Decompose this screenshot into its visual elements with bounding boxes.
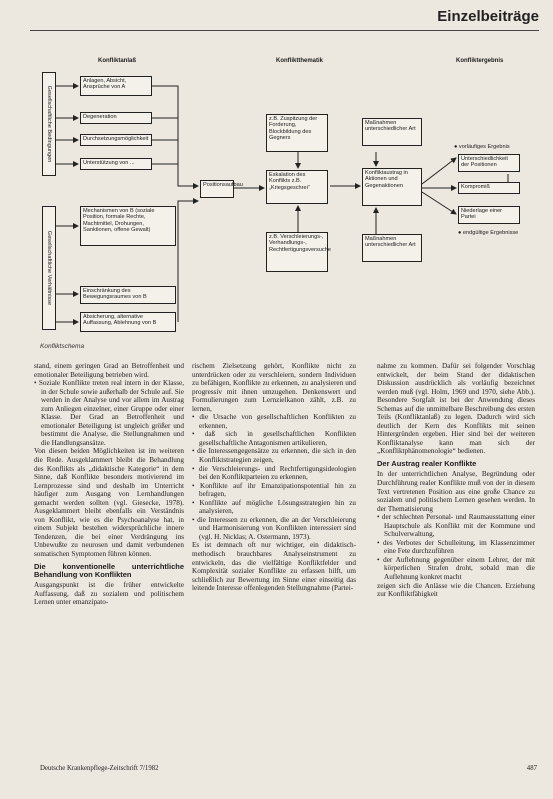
bullet-item: • des Verbotes der Schulleitung, im Klassenzimmer eine Fete durchzuführen <box>377 538 535 556</box>
heading-konfliktthematik: Konfliktthematik <box>276 58 324 64</box>
paragraph: Ausgangspunkt ist die früher entwickelte Auffassung, daß zu sozialem und politischem Lernen unter emanzipato- <box>34 581 184 607</box>
middle-box-top: z.B. Zuspitzung der Forderung, Blockbildung des Gegners <box>266 114 328 152</box>
conflict-diagram <box>38 56 536 333</box>
paragraph: Es ist demnach oft nur wichtiger, ein didaktisch-methodisch brauchbares Analyseinstrument zu entwickeln, das die vielfältige Konfliktfelder und Komplexität sozialer Konflikte zu erfassen hilft, um schließlich zur Bewertung im Sinne einer einseitig das leitende Interesse offenlegenden Stellungnahme (Partei- <box>192 541 356 593</box>
paragraph: stand, einem geringen Grad an Betroffenheit und emotionaler Beteiligung betrieben wird. <box>34 362 184 379</box>
left-box-6: Einschränkung des Bewegungsraumes von B <box>80 286 176 304</box>
left-box-3: Durchsetzungsmöglichkeit <box>80 134 152 146</box>
bullet-item: • Soziale Konflikte treten real intern in der Klasse, in der Schule sowie außerhalb der Schule auf. Sie werden in der Analyse und vor allem im Austrag zum Anliegen einzelner, einer Gruppe oder einer Klasse. Der Grad an Betroffenheit und emotionaler Beteiligung ist ungleich größer und bestimmt die Analyse, die Stellungnahmen und die Handlungsansätze. <box>34 379 184 447</box>
heading-konfliktanlass: Konfliktanlaß <box>98 58 137 64</box>
bullet-item: • der Auflehnung gegenüber einem Lehrer, der mit körperlichen Strafen droht, sobald man die Auflehnung konkret macht <box>377 555 535 581</box>
left-box-5: Mechanismen von B (soziale Position, formale Rechte, Machtmittel, Drohungen, Sanktionen, offene Gewalt) <box>80 206 176 246</box>
left-box-7: Absicherung, alternative Auffassung, Ablehnung von B <box>80 312 176 332</box>
text-column-3 <box>377 362 535 599</box>
bullet-item: • Konflikte auf ihr Emanzipationspotential hin zu befragen, <box>192 481 356 499</box>
text-column-2 <box>192 362 356 593</box>
text-column-1 <box>34 362 184 607</box>
result-note-top: ● vorläufiges Ergebnis <box>454 144 510 150</box>
figure-caption: Konfliktschema <box>40 343 85 350</box>
positionsaufbau-box: Positionsaufbau <box>200 180 234 198</box>
footer-journal: Deutsche Krankenpflege-Zeitschrift 7/1982 <box>40 765 159 772</box>
bullet-item: • die Interessengegensätze zu erkennen, die sich in den Konfliktstrategien zeigen, <box>192 447 356 465</box>
header-rule <box>30 30 539 31</box>
bullet-item: • die Interessen zu erkennen, die an der Verschleierung und Harmonisierung von Konflikten interessiert sind (vgl. H. Nicklas; A. Ostermann, 1973). <box>192 515 356 541</box>
result-box-1: Unterschiedlichkeit der Positionen <box>458 154 520 172</box>
heading-konfliktergebnis: Konfliktergebnis <box>456 58 504 64</box>
result-box-2: Kompromiß <box>458 182 520 194</box>
right-box-bottom: Maßnahmen unterschiedlicher Art <box>362 234 422 262</box>
bullet-item: • Konflikte auf mögliche Lösungsstrategien hin zu analysieren, <box>192 498 356 516</box>
section-heading: Die konventionelle unterrichtliche Behandlung von Konflikten <box>34 561 184 579</box>
result-box-3: Niederlage einer Partei <box>458 206 520 224</box>
result-note-bottom: ● endgültige Ergebnisse <box>458 230 519 236</box>
right-box-center: Konfliktaustrag in Aktionen und Gegenaktionen <box>362 168 422 206</box>
bullet-item: • die Verschleierungs- und Rechtfertigungsideologien bei den Konfliktparteien zu erkennen, <box>192 464 356 482</box>
right-box-top: Maßnahmen unterschiedlicher Art <box>362 118 422 146</box>
vertical-box-top: Gesellschaftliche Bedingungen <box>42 72 56 176</box>
bullet-item: • der schlechten Personal- und Raumausstattung einer Hauptschule als Konflikt mit der Kommune und Schulverwaltung, <box>377 513 535 539</box>
section-title: Einzelbeiträge <box>437 8 539 25</box>
paragraph: nahme zu kommen. Dafür sei folgender Vorschlag entwickelt, der beim Stand der didaktischen Diskussion ausdrücklich als vorläufig bezeichnet werden muß (vgl. Holm, 1969 und 1970, siehe Abb.). Besondere Sorgfalt ist bei der Anwendung dieses Schemas auf die unmittelbare Beschreibung des ersten Teils (Konfliktanlaß) zu legen. Dadurch wird sich deutlich der Kern des Konflikts mit seinen Hintergründen ergeben. Hier sind bei der weiteren Konfliktanalyse kann man sich der „Konfliktphänomenologie“ bedienen. <box>377 362 535 456</box>
page-number: 487 <box>526 765 537 772</box>
left-box-2: Degeneration <box>80 112 152 124</box>
section-heading: Der Austrag realer Konflikte <box>377 459 477 469</box>
paragraph: Von diesen beiden Möglichkeiten ist im weiteren die Rede. Ausgeklammert bleibt die Behandlung des Konflikts als „didaktische Kategorie“ in dem Sinne, daß Konflikte besonders motivierend im Lernprozesse sind und deshalb im Unterricht häufiger zum Ausgang von Lernhandlungen gemacht werden sollten (vgl. Giesecke, 1978). Ausgeklammert bleibt ebenfalls ein Verständnis von Konflikt, wie es die Psychoanalyse hat, in einem Subjekt bestehen widersprüchliche innere Tendenzen, die bei einer Verdrängung ins Unbewußte zu neurosen und damit verbundenen somatischen Symptomen führen können. <box>34 447 184 559</box>
middle-box-bottom: z.B. Verschleierungs-, Verhandlungs-, Rechtfertigungsversuche <box>266 232 328 272</box>
left-box-4: Unterstützung von ... <box>80 158 152 170</box>
paragraph: rischem Zielsetzung gehört, Konflikte nicht zu unterdrücken oder zu verschleiern, sondern Individuen zu befähigen, Konflikte zu erkennen, zu analysieren und progressiv mit ihnen umzugehen. Denkenswert und Formulierungen zum Lernzielkanon zählt, z.B. zu lernen, <box>192 362 356 413</box>
middle-box-center: Eskalation des Konflikts z.B. „Kriegsgeschrei“ <box>266 170 328 204</box>
bullet-item: • die Ursache von gesellschaftlichen Konflikten zu erkennen, <box>192 413 356 430</box>
left-box-1: Anlagen, Absicht, Ansprüche von A <box>80 76 152 96</box>
vertical-box-bottom: Gesellschaftliche Verhältnisse <box>42 206 56 330</box>
bullet-item: • daß sich in gesellschaftlichen Konflikten gesellschaftliche Antagonismen artikulieren, <box>192 430 356 447</box>
paragraph: In der unterrichtlichen Analyse, Begründung oder Durchführung realer Konflikte muß von der in diesem Text vertretenen Position aus eine große Chance zu sozialem und politischem Lernen gesehen werden. In der Thematisierung <box>377 470 535 513</box>
paragraph: zeigen sich die Anlässe wie die Chancen. Erziehung zur Konfliktfähigkeit <box>377 581 535 599</box>
